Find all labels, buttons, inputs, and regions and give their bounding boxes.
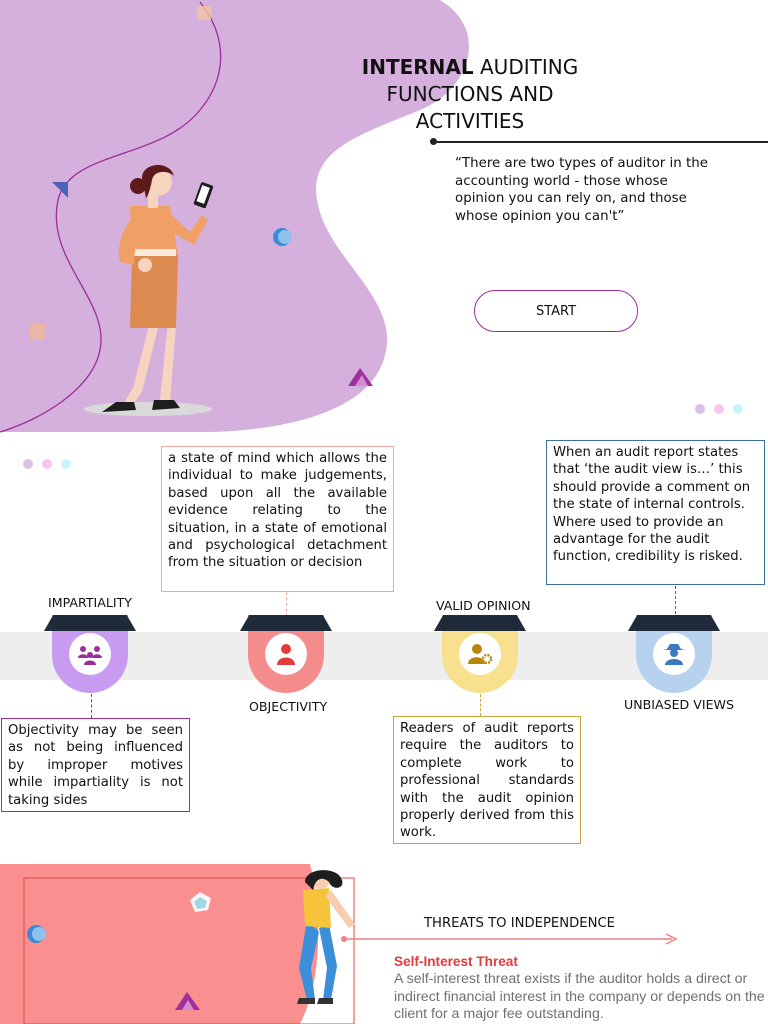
timeline-tab-impartiality: [44, 615, 136, 693]
title-rest: AUDITING: [473, 55, 579, 79]
woman-with-phone-illustration: [78, 150, 218, 420]
start-button[interactable]: START: [474, 290, 638, 332]
state-of-mind-box: a state of mind which allows the individual to make judgements, based upon all the available evidence relating to the situation, in a state of emotional and psychological detachment from the situation or decision: [161, 446, 394, 592]
detective-icon: [653, 633, 695, 675]
audit-view-box: When an audit report states that ‘the audit view is…’ this should provide a comment on the state of internal controls. Where used to provide an advantage for the audit function, credibility is risked.: [546, 440, 765, 585]
readers-note-box: Readers of audit reports require the auditors to complete work to professional standards with the audit opinion properly derived from this work.: [393, 716, 581, 844]
divider-dot: [430, 138, 437, 145]
connector-line: [286, 592, 287, 617]
timeline-tab-objectivity: [240, 615, 332, 693]
self-interest-threat-text: A self-interest threat exists if the auditor holds a direct or indirect financial interest in the company or depends on the client for a major fee outstanding.: [394, 971, 765, 1022]
group-people-icon: [69, 633, 111, 675]
label-impartiality: IMPARTIALITY: [48, 595, 132, 610]
connector-line: [480, 694, 481, 716]
label-unbiased-views: UNBIASED VIEWS: [624, 697, 734, 712]
decorative-dots-left: [18, 455, 78, 473]
threats-heading: THREATS TO INDEPENDENCE: [424, 916, 615, 931]
timeline-tab-unbiased-views: [628, 615, 720, 693]
objectivity-note-box: Objectivity may be seen as not being influenced by improper motives while impartiality is not taking sides: [1, 718, 190, 812]
person-gear-icon: [459, 633, 501, 675]
title-divider: [432, 141, 768, 143]
auditor-quote: “There are two types of auditor in the accounting world - those whose opinion you can rely on, and those whose opinion you can't”: [455, 156, 708, 224]
threats-arrow: [340, 932, 680, 946]
label-valid-opinion: VALID OPINION: [436, 598, 531, 613]
title-bold: INTERNAL: [361, 55, 474, 79]
connector-line: [675, 586, 676, 614]
label-objectivity: OBJECTIVITY: [249, 699, 328, 714]
decorative-dots-right: [690, 400, 750, 418]
page-title: [330, 54, 610, 135]
title-line-3: ACTIVITIES: [415, 109, 525, 133]
person-icon: [265, 633, 307, 675]
title-line-2: FUNCTIONS AND: [386, 82, 554, 106]
timeline-tab-valid-opinion: [434, 615, 526, 693]
connector-line: [91, 694, 92, 718]
self-interest-threat-title: Self-Interest Threat: [394, 954, 518, 969]
